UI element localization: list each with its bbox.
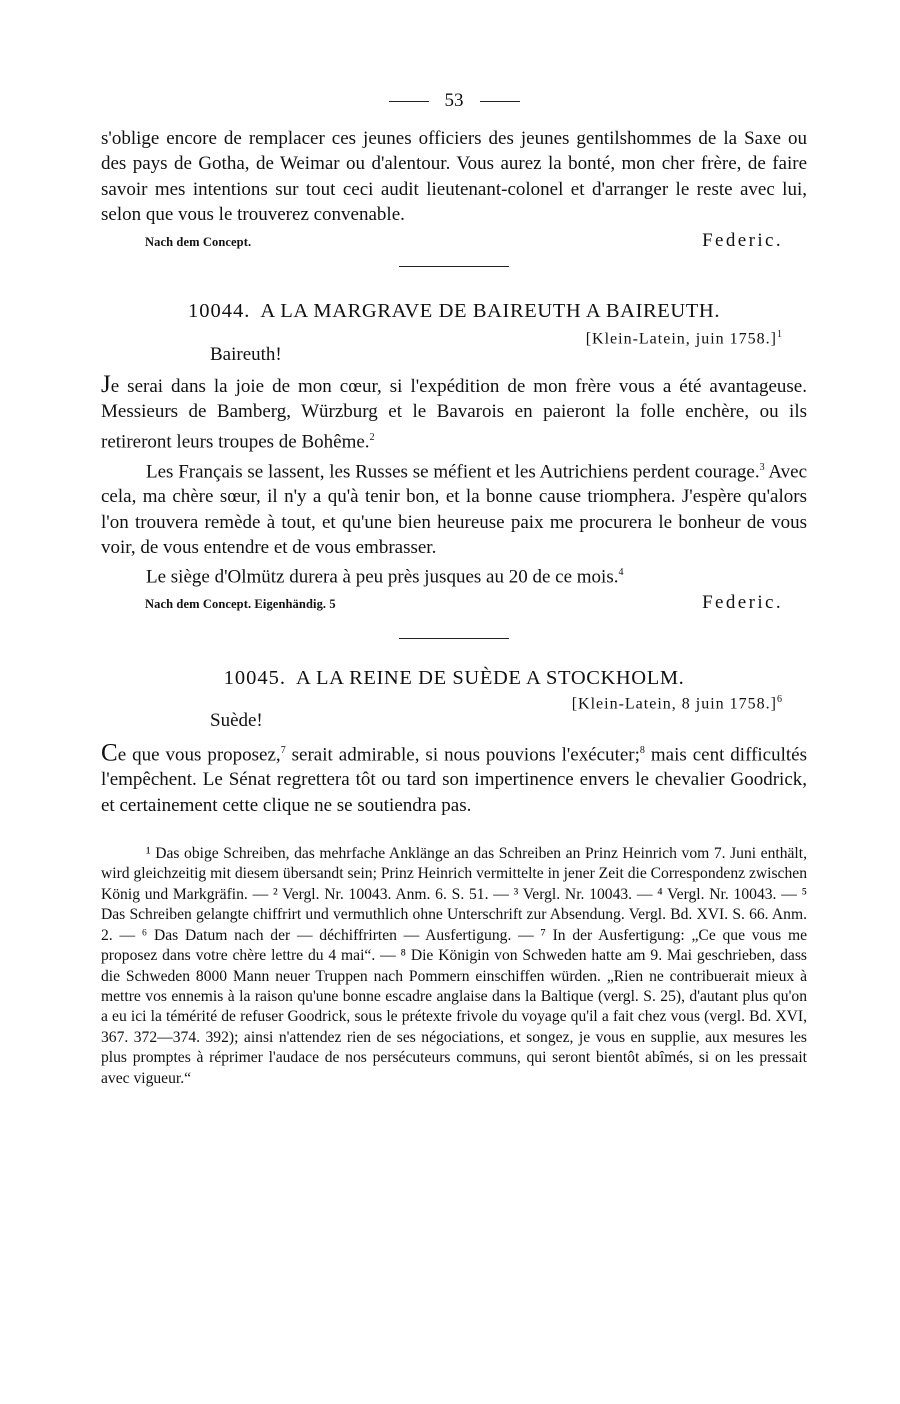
paragraph-text: mais cent difficultés l'empêchent. Le Sénat regrettera tôt ou tard son impertinence envers le chevalier Goodrick, et certainement cette clique ne se soutiendra pas.: [101, 743, 807, 816]
letter-body: [101, 738, 807, 819]
letter-number: 10044.: [187, 299, 251, 322]
letter-title: A LA MARGRAVE DE BAIREUTH A BAIREUTH.: [260, 299, 721, 322]
header-dash-left: [389, 101, 429, 102]
footnote-ref: 4: [618, 567, 624, 579]
initial-letter: J: [101, 370, 111, 398]
section-divider: [399, 266, 509, 267]
letter-signature-line: [101, 592, 807, 614]
intro-paragraph: s'oblige encore de remplacer ces jeunes officiers des jeunes gentilshommes de la Saxe ou des pays de Gotha, de Weimar ou d'alentour. Vous aurez la bonté, mon cher frère, de faire savoir mes intentions sur tout ceci audit lieutenant-colonel et d'arranger le reste avec lui, selon que vous le trouverez convenable.: [101, 128, 807, 226]
page-header: [101, 86, 807, 116]
letter-salutation: Suède!: [210, 709, 263, 731]
letter-number: 10045.: [223, 667, 286, 690]
footnote-ref: 2: [369, 431, 375, 443]
letter-heading: [101, 667, 807, 690]
footnote-ref: 7: [280, 744, 286, 756]
letter-body: [101, 372, 807, 590]
page-content: [101, 86, 807, 1089]
section-divider: [399, 638, 509, 639]
paragraph-text: serait admirable, si nous pouvions l'exécuter;: [285, 743, 640, 765]
paragraph-text: Avec cela, ma chère sœur, il n'y a qu'à tenir bon, et la bonne cause triomphera. J'espère qu'alors l'on trouvera remède à tout, et qu'une bien heureuse paix me procurera le bonheur de vous voir, de vous entendre et de vous embrasser.: [101, 460, 807, 559]
paragraph-text: Le siège d'Olmütz durera à peu près jusques au 20 de ce mois.: [146, 566, 619, 588]
footnote-ref: 6: [777, 694, 783, 706]
initial-letter: C: [101, 738, 118, 766]
footnotes: [101, 844, 807, 1089]
footnote-ref: 8: [639, 744, 645, 756]
header-dash-right: [480, 101, 520, 102]
footnote-ref: 3: [759, 461, 765, 473]
intro-section: [101, 126, 807, 228]
letter-paragraph: [101, 738, 807, 819]
letter-paragraph: [101, 372, 807, 455]
letter-title: A LA REINE DE SUÈDE A STOCKHOLM.: [295, 667, 685, 690]
letter-salutation: Baireuth!: [210, 343, 282, 365]
letter-paragraph: [101, 560, 807, 590]
footnotes-text: ¹ Das obige Schreiben, das mehrfache Anklänge an das Schreiben an Prinz Heinrich vom 7. Juni enthält, wird gleichzeitig mit diesem übersandt sein; Prinz Heinrich vermittelte in jener Zeit die Correspondenz zwischen König und Markgräfin. — ² Vergl. Nr. 10043. Anm. 6. S. 51. — ³ Vergl. Nr. 10043. — ⁴ Vergl. Nr. 10043. — ⁵ Das Schreiben gelangte chiffrirt und vermuthlich ohne Unterschrift zur Absendung. Vergl. Bd. XVI. S. 66. Anm. 2. — ⁶ Das Datum nach der — déchiffrirten — Ausfertigung. — ⁷ In der Ausfertigung: „Ce que vous me proposez dans votre chère lettre du 4 mai“. — ⁸ Die Königin von Schweden hatte am 9. Mai geschrieben, dass die Schweden 8000 Mann neuer Truppen nach Pommern einschiffen würden. „Rien ne contribuerait mieux à mettre vos ennemis à la raison qu'une bonne escadre anglaise dans la Baltique (vergl. S. 25), d'autant plus qu'on a eu ici la témérité de refuser Goodrick, sous le prétexte frivole du voyage qu'il a fait chez vous (vergl. Bd. XVI, 367. 372—374. 392); ainsi n'attendez rien de ses négociations, et songez, je vous en supplie, aux mesures les plus promptes à réprimer l'audace de nos persécuteurs communs, qui seront bientôt abîmés, si on les pressait avec vigueur.“: [101, 845, 807, 1087]
intro-source-note: Nach dem Concept.: [145, 234, 252, 249]
paragraph-text: Les Français se lassent, les Russes se méfient et les Autrichiens perdent courage.: [146, 460, 760, 482]
letter-signature: Federic.: [702, 592, 783, 614]
paragraph-text: e que vous proposez,: [117, 743, 281, 765]
dateline-text: [Klein-Latein, juin 1758.]: [585, 329, 777, 347]
paragraph-text: e serai dans la joie de mon cœur, si l'expédition de mon frère vous a été avantageuse. Messieurs de Bamberg, Würzburg et le Bavarois en paieront la folle enchère, ou ils retireront leurs troupes de Bohême.: [101, 375, 807, 453]
letter-paragraph: [101, 455, 807, 561]
dateline-text: [Klein-Latein, 8 juin 1758.]: [571, 695, 777, 713]
letter-source-note: Nach dem Concept. Eigenhändig. 5: [145, 597, 336, 612]
intro-signature-line: [101, 230, 807, 252]
letter-heading: [101, 300, 807, 323]
page-number: 53: [444, 90, 464, 111]
footnote-ref: 1: [777, 328, 783, 340]
intro-signature: Federic.: [702, 229, 783, 251]
